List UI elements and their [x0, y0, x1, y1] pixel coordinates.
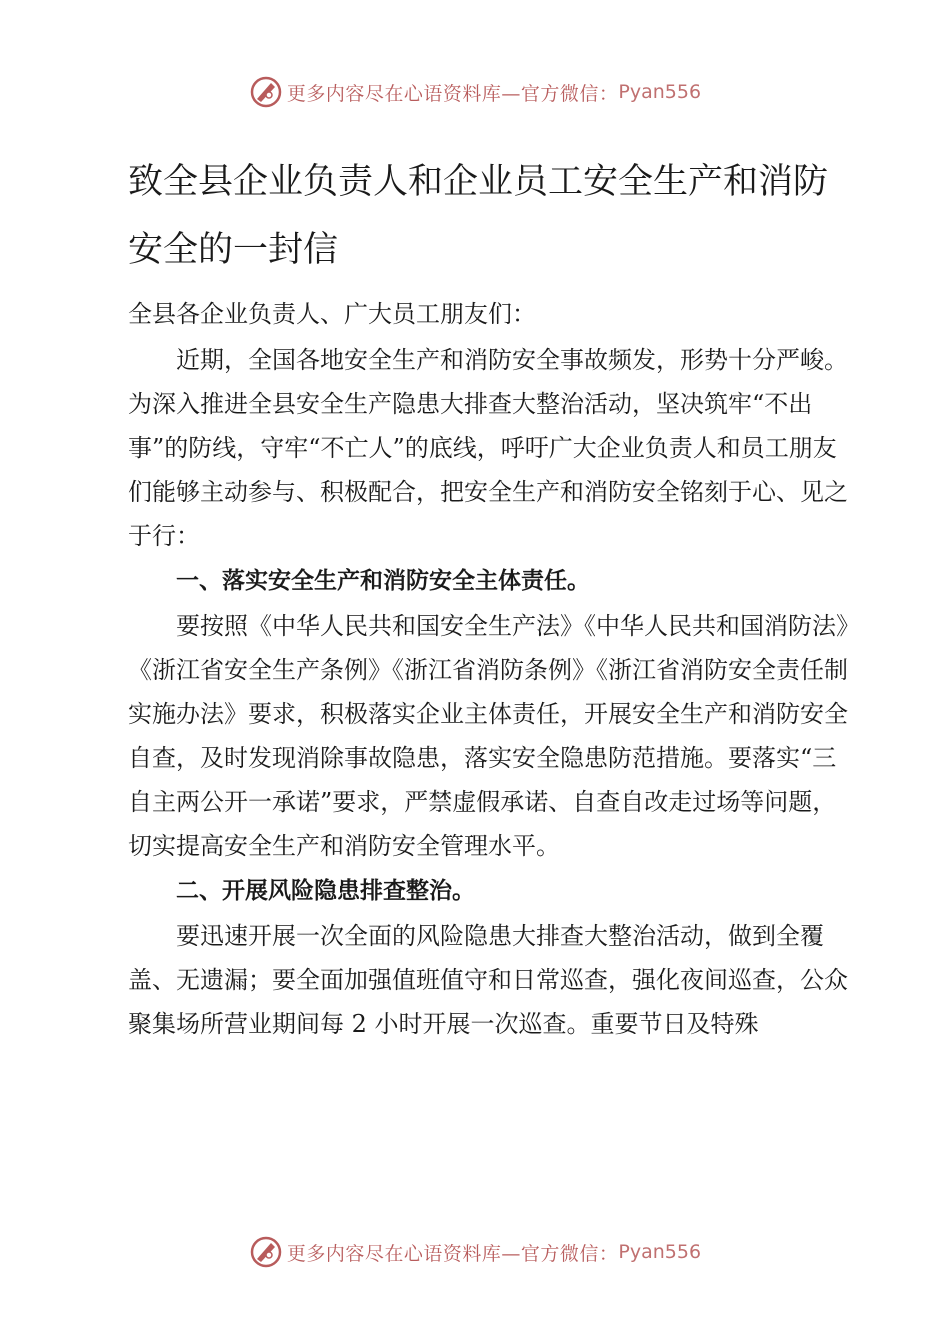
watermark-text: 更多内容尽在心语资料库—官方微信：	[286, 82, 619, 105]
watermark-footer	[0, 1232, 950, 1272]
watermark-logo-icon	[249, 1235, 283, 1269]
section-heading-2: 二、开展风险隐患排查整治。	[176, 878, 475, 904]
section-body-1: 要按照《中华人民共和国安全生产法》《中华人民共和国消防法》《浙江省安全生产条例》《浙江省消防条例》《浙江省消防安全责任制实施办法》要求，积极落实企业主体责任，开展安全生产和消防安全自查，及时发现消除事故隐患，落实安全隐患防范措施。要落实“三自主两公开一承诺”要求，严禁虚假承诺、自查自改走过场等问题，切实提高安全生产和消防安全管理水平。	[128, 612, 848, 860]
watermark-text: 更多内容尽在心语资料库—官方微信：	[286, 1242, 619, 1265]
watermark-header	[0, 72, 950, 112]
letter-title: 致全县企业负责人和企业员工安全生产和消防安全的一封信	[128, 162, 829, 270]
section-heading-1: 一、落实安全生产和消防安全主体责任。	[176, 568, 590, 594]
letter-body	[128, 292, 848, 1046]
watermark-handle: Pyan556	[618, 81, 702, 103]
section-body-2: 要迅速开展一次全面的风险隐患大排查大整治活动，做到全覆盖、无遗漏；要全面加强值班值守和日常巡查，强化夜间巡查，公众聚集场所营业期间每 2 小时开展一次巡查。重要节日及特殊	[128, 922, 848, 1038]
watermark-handle: Pyan556	[618, 1241, 702, 1263]
intro-paragraph: 近期，全国各地安全生产和消防安全事故频发，形势十分严峻。为深入推进全县安全生产隐患大排查大整治活动，坚决筑牢“不出事”的防线，守牢“不亡人”的底线，呼吁广大企业负责人和员工朋友们能够主动参与、积极配合，把安全生产和消防安全铭刻于心、见之于行：	[128, 346, 848, 550]
watermark-logo-icon	[249, 75, 283, 109]
salutation: 全县各企业负责人、广大员工朋友们：	[128, 300, 536, 328]
